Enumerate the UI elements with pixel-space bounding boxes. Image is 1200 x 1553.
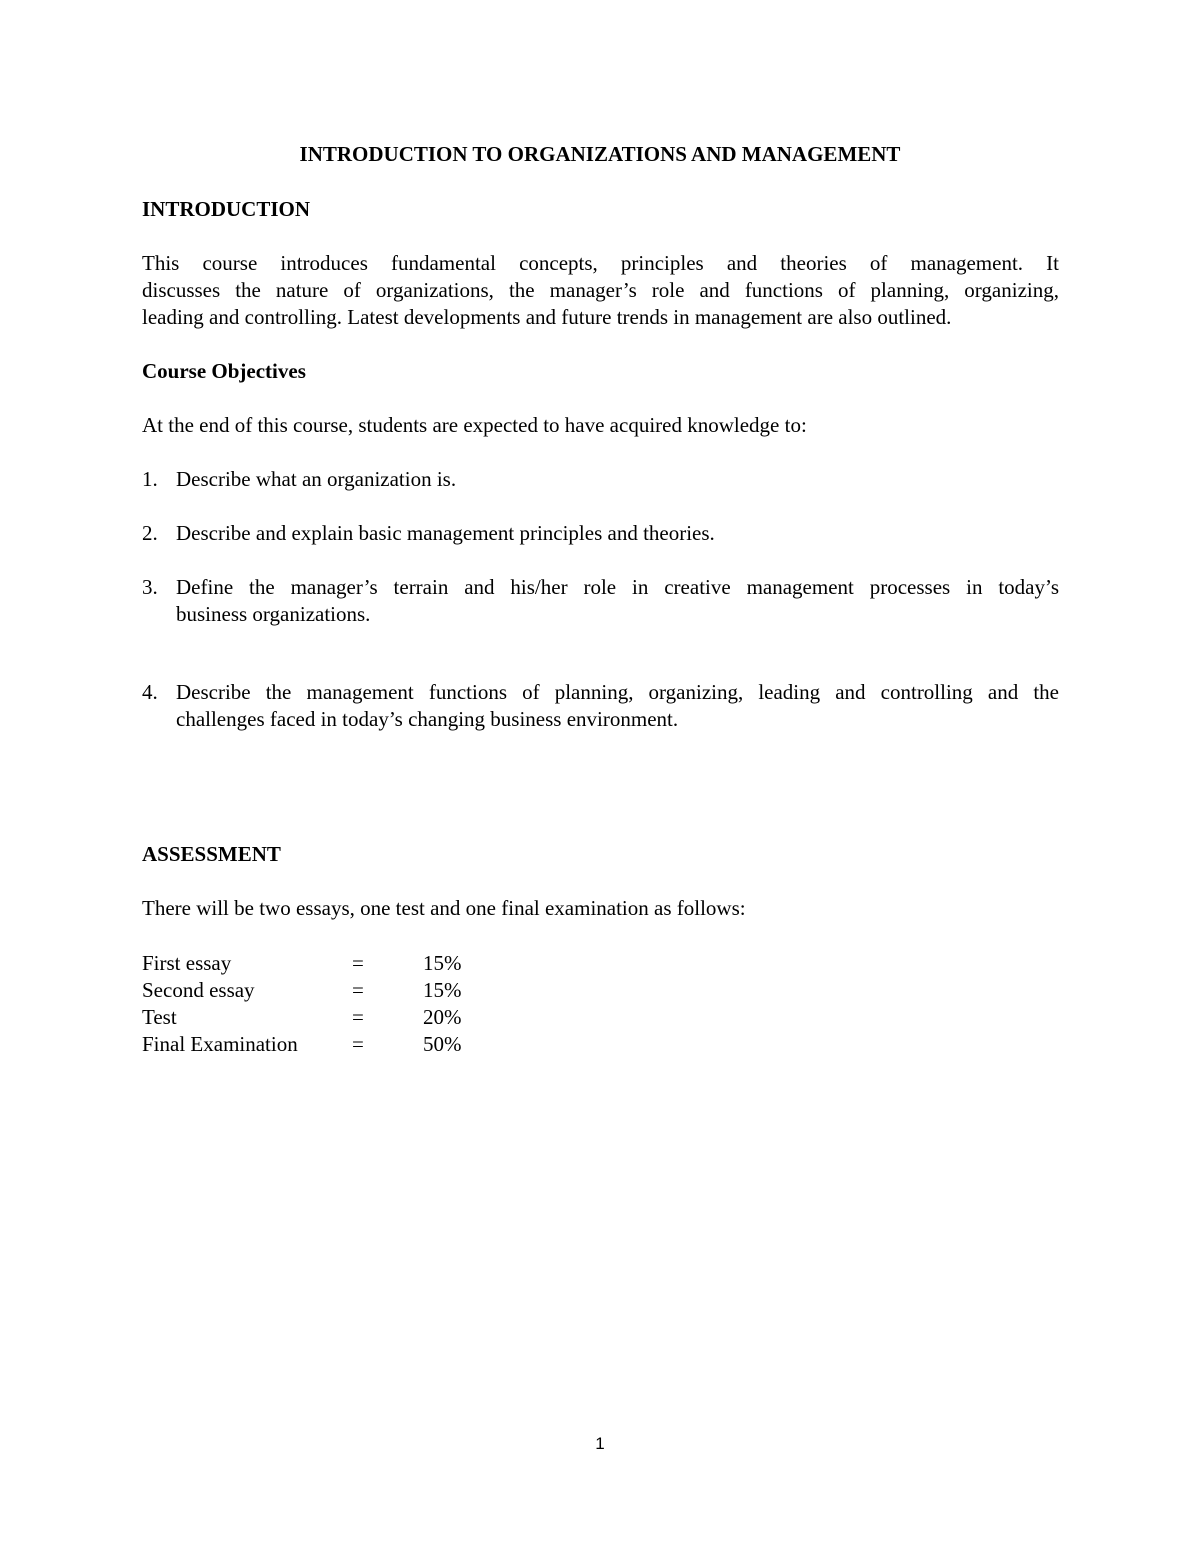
objective-number: 1.: [142, 467, 158, 491]
assessment-equals: =: [352, 951, 364, 975]
assessment-label: Test: [142, 1005, 177, 1029]
assessment-equals: =: [352, 1005, 364, 1029]
objective-line: business organizations.: [176, 602, 371, 626]
objective-text: [176, 520, 1059, 547]
introduction-line: This course introduces fundamental concepts, principles and theories of management. It: [142, 251, 1059, 275]
objectives-intro: At the end of this course, students are expected to have acquired knowledge to:: [142, 413, 807, 437]
objective-text: [176, 466, 1059, 493]
assessment-label: First essay: [142, 951, 232, 975]
assessment-equals: =: [352, 978, 364, 1002]
assessment-intro: There will be two essays, one test and one final examination as follows:: [142, 896, 746, 920]
assessment-weight: 15%: [423, 951, 462, 975]
objective-number: 4.: [142, 680, 158, 704]
assessment-label: Final Examination: [142, 1032, 298, 1056]
assessment-weight: 50%: [423, 1032, 462, 1056]
objectives-heading: Course Objectives: [142, 359, 306, 383]
assessment-row: [142, 977, 542, 1004]
objective-text: [176, 574, 1059, 628]
objective-text: [176, 679, 1059, 733]
assessment-equals: =: [352, 1032, 364, 1056]
assessment-row: [142, 1004, 542, 1031]
objective-number: 3.: [142, 575, 158, 599]
assessment-row: [142, 1031, 542, 1058]
introduction-heading: INTRODUCTION: [142, 197, 311, 221]
objective-line: Describe what an organization is.: [176, 467, 457, 491]
introduction-line: leading and controlling. Latest developments and future trends in management are also outlined.: [142, 305, 952, 329]
assessment-heading: ASSESSMENT: [142, 842, 281, 866]
objective-line: challenges faced in today’s changing business environment.: [176, 707, 679, 731]
assessment-row: [142, 950, 542, 977]
objective-line: Describe the management functions of planning, organizing, leading and controlling and the: [176, 680, 1059, 704]
assessment-weight: 20%: [423, 1005, 462, 1029]
introduction-line: discusses the nature of organizations, the manager’s role and functions of planning, organizing,: [142, 278, 1059, 302]
assessment-label: Second essay: [142, 978, 255, 1002]
assessment-weight: 15%: [423, 978, 462, 1002]
objective-line: Describe and explain basic management principles and theories.: [176, 521, 715, 545]
objective-number: 2.: [142, 521, 158, 545]
objective-line: Define the manager’s terrain and his/her role in creative management processes in today’s: [176, 575, 1059, 599]
page-number: 1: [595, 1434, 605, 1453]
introduction-paragraph: [142, 250, 1059, 331]
document-title: INTRODUCTION TO ORGANIZATIONS AND MANAGEMENT: [299, 142, 901, 166]
